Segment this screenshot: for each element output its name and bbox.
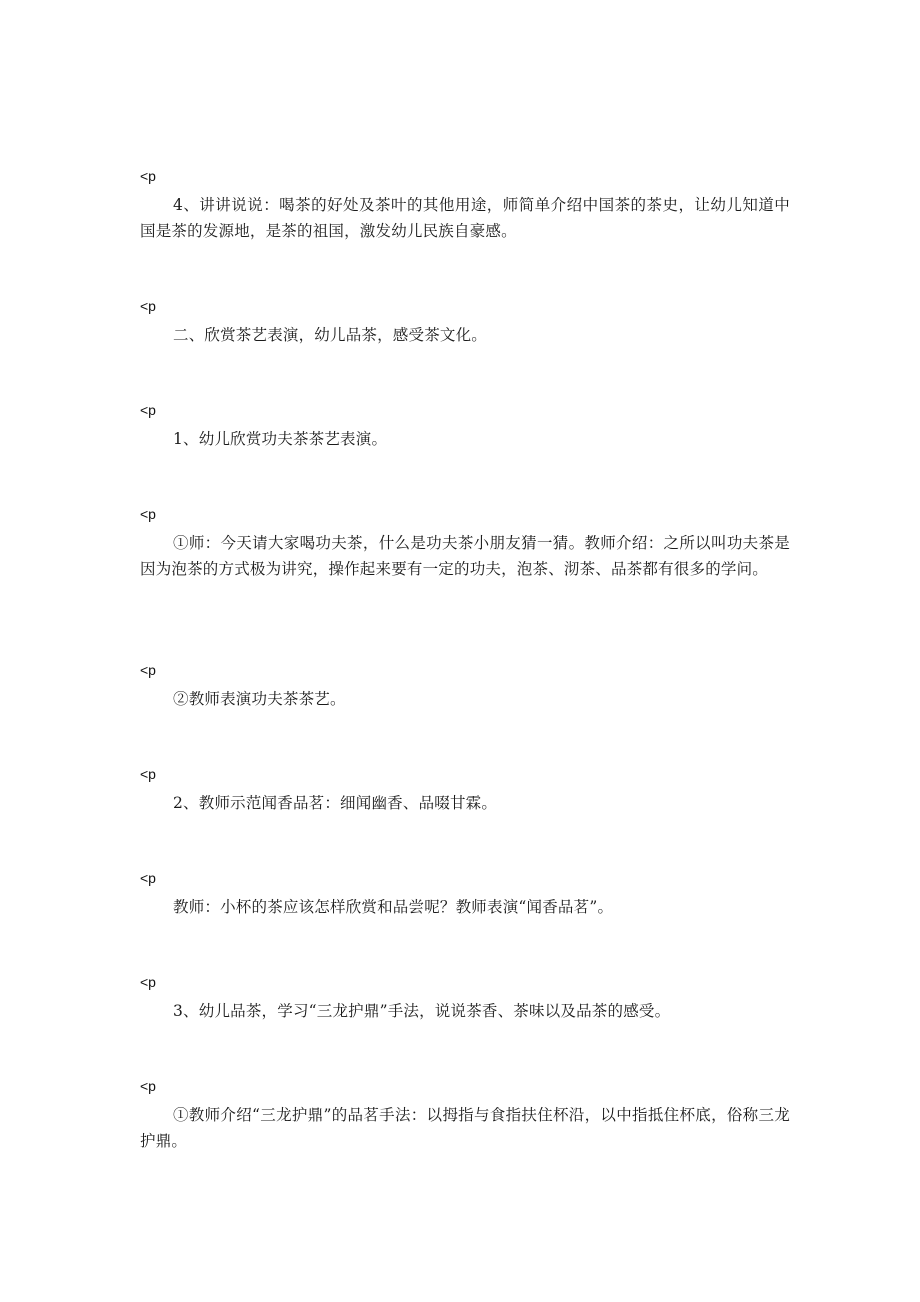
- paragraph-text: 3、幼儿品茶，学习“三龙护鼎”手法，说说茶香、茶味以及品茶的感受。: [173, 1002, 671, 1020]
- paragraph-marker: <p: [140, 1078, 156, 1094]
- paragraph-block: [140, 168, 790, 244]
- paragraph-block: [140, 974, 790, 1024]
- paragraph-text: 4、讲讲说说：喝茶的好处及茶叶的其他用途，师简单介绍中国茶的茶史，让幼儿知道中国是茶的发源地，是茶的祖国，激发幼儿民族自豪感。: [140, 196, 790, 240]
- paragraph-block: [140, 402, 790, 452]
- paragraph-block: [140, 1078, 790, 1154]
- paragraph-block: [140, 506, 790, 582]
- paragraph-text: ①教师介绍“三龙护鼎”的品茗手法：以拇指与食指扶住杯沿，以中指抵住杯底，俗称三龙护鼎。: [140, 1106, 790, 1150]
- paragraph-block: [140, 662, 790, 712]
- paragraph-marker: <p: [140, 298, 156, 314]
- paragraph-marker: <p: [140, 870, 156, 886]
- paragraph-marker: <p: [140, 506, 156, 522]
- paragraph-block: [140, 766, 790, 816]
- paragraph-block: [140, 298, 790, 348]
- paragraph-text: 教师：小杯的茶应该怎样欣赏和品尝呢？教师表演“闻香品茗”。: [173, 898, 614, 916]
- paragraph-marker: <p: [140, 766, 156, 782]
- paragraph-text: 1、幼儿欣赏功夫茶茶艺表演。: [173, 430, 388, 448]
- paragraph-block: [140, 870, 790, 920]
- paragraph-text: ②教师表演功夫茶茶艺。: [173, 690, 346, 708]
- section-heading: 二、欣赏茶艺表演，幼儿品茶，感受茶文化。: [173, 326, 488, 344]
- paragraph-text: ①师：今天请大家喝功夫茶，什么是功夫茶小朋友猜一猜。教师介绍：之所以叫功夫茶是因为泡茶的方式极为讲究，操作起来要有一定的功夫，泡茶、沏茶、品茶都有很多的学问。: [140, 534, 790, 578]
- paragraph-marker: <p: [140, 402, 156, 418]
- paragraph-text: 2、教师示范闻香品茗：细闻幽香、品啜甘霖。: [173, 794, 498, 812]
- paragraph-marker: <p: [140, 168, 156, 184]
- paragraph-marker: <p: [140, 662, 156, 678]
- paragraph-marker: <p: [140, 974, 156, 990]
